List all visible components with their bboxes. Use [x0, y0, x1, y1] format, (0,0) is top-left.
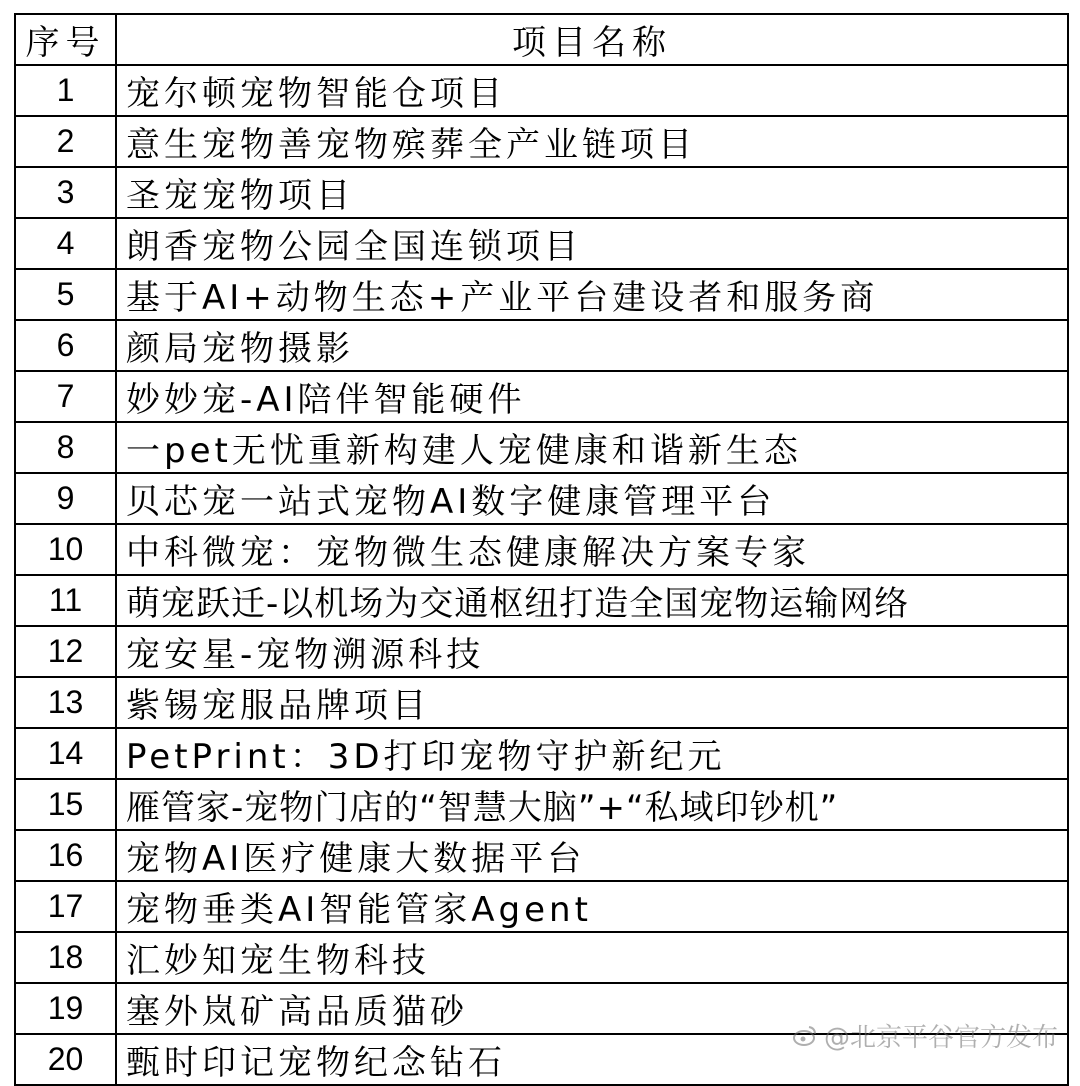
row-project-name: 意生宠物善宠物殡葬全产业链项目 [116, 116, 1068, 167]
row-number: 20 [15, 1034, 116, 1085]
row-project-name: 贝芯宠一站式宠物AI数字健康管理平台 [116, 473, 1068, 524]
row-number: 16 [15, 830, 116, 881]
row-number: 2 [15, 116, 116, 167]
row-project-name: 一pet无忧重新构建人宠健康和谐新生态 [116, 422, 1068, 473]
header-project-name: 项目名称 [116, 14, 1068, 65]
project-table [14, 13, 1069, 1086]
table-row [15, 218, 1068, 269]
watermark [792, 1017, 1058, 1054]
table-row [15, 116, 1068, 167]
table-row [15, 422, 1068, 473]
row-project-name: PetPrint：3D打印宠物守护新纪元 [116, 728, 1068, 779]
row-number: 17 [15, 881, 116, 932]
table-header-row [15, 14, 1068, 65]
row-number: 12 [15, 626, 116, 677]
row-number: 19 [15, 983, 116, 1034]
row-project-name: 宠物垂类AI智能管家Agent [116, 881, 1068, 932]
row-number: 3 [15, 167, 116, 218]
row-project-name: 宠尔顿宠物智能仓项目 [116, 65, 1068, 116]
row-project-name: 甄时印记宠物纪念钻石 [116, 1034, 1068, 1085]
row-project-name: 紫锡宠服品牌项目 [116, 677, 1068, 728]
row-number: 11 [15, 575, 116, 626]
table-row [15, 269, 1068, 320]
row-number: 18 [15, 932, 116, 983]
row-number: 7 [15, 371, 116, 422]
header-number: 序号 [15, 14, 116, 65]
row-project-name: 颜局宠物摄影 [116, 320, 1068, 371]
row-project-name: 宠物AI医疗健康大数据平台 [116, 830, 1068, 881]
row-number: 4 [15, 218, 116, 269]
row-project-name: 塞外岚矿高品质猫砂 [116, 983, 1068, 1034]
row-project-name: 基于AI+动物生态+产业平台建设者和服务商 [116, 269, 1068, 320]
row-number: 15 [15, 779, 116, 830]
row-project-name: 宠安星-宠物溯源科技 [116, 626, 1068, 677]
row-project-name: 汇妙知宠生物科技 [116, 932, 1068, 983]
row-project-name: 雁管家-宠物门店的“智慧大脑”+“私域印钞机” [116, 779, 1068, 830]
row-project-name: 朗香宠物公园全国连锁项目 [116, 218, 1068, 269]
table-row [15, 65, 1068, 116]
table-row [15, 881, 1068, 932]
table-row [15, 779, 1068, 830]
row-number: 10 [15, 524, 116, 575]
table-row [15, 524, 1068, 575]
table-row [15, 167, 1068, 218]
row-project-name: 妙妙宠-AI陪伴智能硬件 [116, 371, 1068, 422]
table-row [15, 830, 1068, 881]
row-number: 9 [15, 473, 116, 524]
row-number: 5 [15, 269, 116, 320]
row-project-name: 圣宠宠物项目 [116, 167, 1068, 218]
table-row [15, 320, 1068, 371]
table-row [15, 371, 1068, 422]
row-number: 1 [15, 65, 116, 116]
table-row [15, 728, 1068, 779]
table-row [15, 626, 1068, 677]
row-number: 13 [15, 677, 116, 728]
weibo-logo-icon [792, 1023, 818, 1049]
watermark-text: @北京平谷官方发布 [823, 1023, 1058, 1053]
row-project-name: 萌宠跃迁-以机场为交通枢纽打造全国宠物运输网络 [116, 575, 1068, 626]
row-number: 8 [15, 422, 116, 473]
row-number: 14 [15, 728, 116, 779]
row-number: 6 [15, 320, 116, 371]
row-project-name: 中科微宠：宠物微生态健康解决方案专家 [116, 524, 1068, 575]
table-row [15, 575, 1068, 626]
table-row [15, 932, 1068, 983]
table-row [15, 677, 1068, 728]
table-row [15, 473, 1068, 524]
